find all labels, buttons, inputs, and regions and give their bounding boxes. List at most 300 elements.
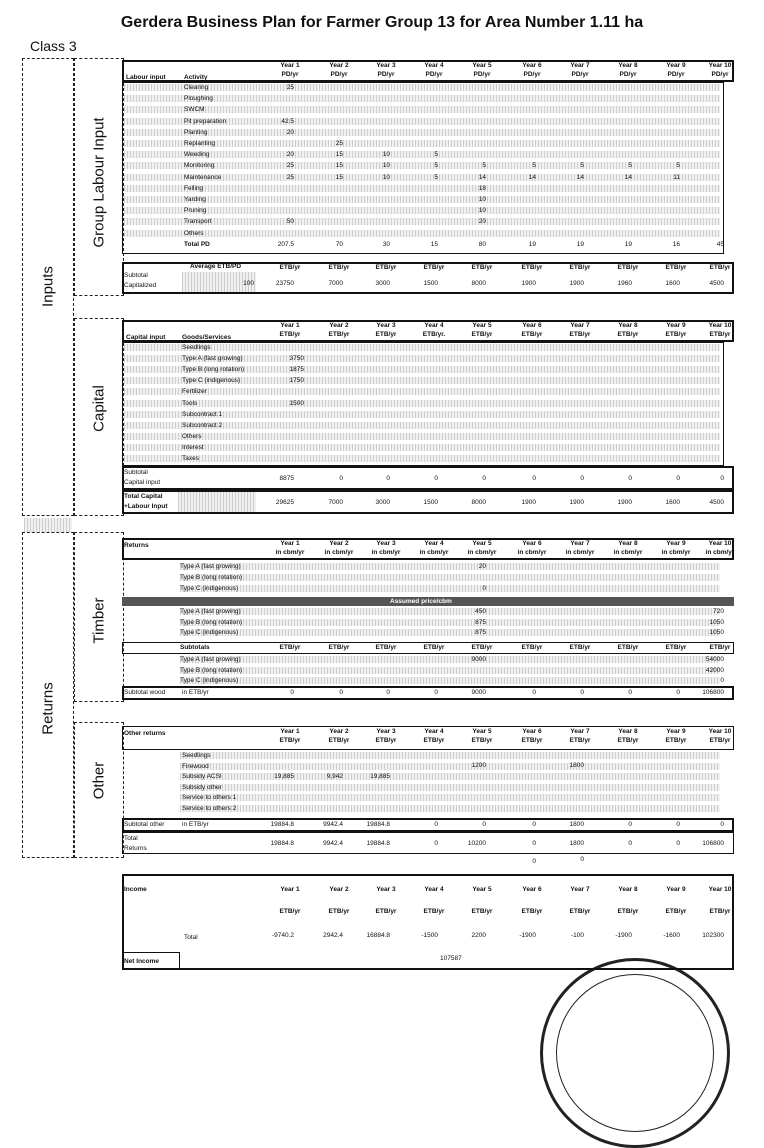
labour-val-9-4: 18	[478, 184, 486, 192]
labour-subtotal-label2: Capitalized	[124, 282, 157, 289]
other-year-9: Year 9	[666, 728, 686, 735]
other-subtotal-label: Subtotal other	[124, 821, 165, 828]
labour-subtotal-8: 1600	[665, 280, 680, 287]
labour-subtotal-label: Subtotal	[124, 272, 148, 279]
timber-unit-5: in cbm/yr	[467, 549, 497, 556]
labour-val-7-5: 5	[532, 162, 536, 170]
timber-label: Timber	[90, 597, 108, 644]
labour-row-shade-10	[124, 196, 720, 203]
timber-year-8: Year 8	[618, 540, 638, 547]
other-total-7: 0	[628, 840, 632, 847]
labour-val-14-4: 80	[478, 240, 486, 248]
labour-val-3-0: 42.5	[281, 117, 294, 125]
labour-activity-7: Monitoring	[184, 162, 215, 170]
capital-col-goods: Goods/Services	[182, 334, 232, 341]
timber-wood-8: 0	[676, 689, 680, 696]
timber-wood-7: 0	[628, 689, 632, 696]
income-year-5: Year 6	[522, 886, 542, 893]
labour-unit-4: PD/yr	[425, 71, 443, 78]
other-subtotal-8: 0	[676, 821, 680, 828]
other-subtotal-2: 19884.8	[366, 821, 390, 828]
other-unit-7: ETB/yr	[569, 737, 591, 744]
other-year-8: Year 8	[618, 728, 638, 735]
other-label: Other	[90, 761, 108, 800]
timber-wood-0: 0	[290, 689, 294, 696]
capital-unit-4: ETB/yr.	[422, 331, 446, 338]
income-total-9: 102300	[702, 932, 724, 939]
labour-etb-unit-3: ETB/yr	[423, 264, 445, 271]
other-unit-4: ETB/yr	[423, 737, 445, 744]
labour-unit-2: PD/yr	[330, 71, 348, 78]
timber-sub-y5-0: 9000	[471, 656, 486, 663]
labour-activity-9: Felling	[184, 184, 204, 192]
timber-year-4: Year 4	[424, 540, 444, 547]
other-item-3: Subsidy other	[182, 783, 222, 791]
income-total-3: -1500	[421, 932, 438, 939]
timber-wood-unit: in ETB/yr	[182, 689, 209, 696]
labour-val-8-5: 14	[528, 173, 536, 181]
capital-total-9: 4500	[709, 499, 724, 506]
other-unit-2: ETB/yr	[328, 737, 350, 744]
labour-val-8-3: 5	[434, 173, 438, 181]
timber-sub-unit-8: ETB/yr	[665, 644, 687, 651]
labour-etb-unit-4: ETB/yr	[471, 264, 493, 271]
other-total-label: Total	[124, 835, 138, 842]
timber-year-7: Year 7	[570, 540, 590, 547]
labour-activity-10: Yarding	[184, 196, 206, 203]
capital-item-1: Type A (fast growing)	[182, 355, 243, 363]
labour-subtotal-0: 23750	[275, 280, 294, 287]
income-net-value: 107587	[440, 955, 462, 962]
other-year-1: Year 1	[280, 728, 300, 735]
capital-item-2: Type B (long rotation)	[182, 366, 245, 374]
timber-type-0: Type A (fast growing)	[180, 563, 241, 570]
labour-val-14-5: 19	[528, 240, 536, 248]
capital-unit-7: ETB/yr	[569, 331, 591, 338]
labour-activity-8: Maintenance	[184, 173, 222, 181]
timber-sub-y10-0: 54000	[705, 656, 724, 663]
timber-sub-unit-4: ETB/yr	[471, 644, 493, 651]
labour-activity-2: SWCM	[184, 106, 205, 114]
capital-year-5: Year 5	[472, 322, 492, 329]
capital-subtotal-label2: Capital input	[124, 479, 161, 486]
capital-subtotal-2: 0	[386, 475, 390, 482]
income-year-4: Year 5	[472, 886, 492, 893]
labour-activity-4: Planting	[184, 128, 208, 136]
capital-col-label: Capital input	[126, 334, 166, 341]
labour-avg-label: Average ETB/PD	[190, 263, 242, 270]
other-acsi-1: 9,942	[326, 773, 343, 780]
other-row-shade-4	[180, 794, 720, 801]
capital-year-10: Year 10	[708, 322, 732, 329]
capital-subtotal-4: 0	[482, 475, 486, 482]
other-subtotal-4: 0	[482, 821, 486, 828]
timber-wood-1: 0	[339, 689, 343, 696]
timber-year-3: Year 3	[376, 540, 396, 547]
labour-activity-6: Weeding	[184, 151, 210, 159]
timber-type-2: Type C (indigenous)	[180, 585, 239, 592]
other-item-1: Firewood	[182, 762, 209, 770]
capital-subtotal-label: Subtotal	[124, 469, 148, 476]
labour-unit-10: PD/yr	[711, 71, 729, 78]
capital-item-5: Tools	[182, 399, 198, 407]
income-total-4: 2200	[471, 932, 486, 939]
other-total-3: 0	[434, 840, 438, 847]
other-year-4: Year 4	[424, 728, 444, 735]
page-title: Gerdera Business Plan for Farmer Group 13 for Area Number 1.11 ha	[120, 14, 644, 31]
other-unit-8: ETB/yr	[617, 737, 639, 744]
capital-total-6: 1900	[569, 499, 584, 506]
labour-val-14-2: 30	[382, 240, 390, 248]
labour-unit-1: PD/yr	[281, 71, 299, 78]
capital-total-4: 8000	[471, 499, 486, 506]
labour-activity-5: Replanting	[184, 140, 216, 147]
labour-val-14-6: 19	[576, 240, 584, 248]
capital-unit-2: ETB/yr	[328, 331, 350, 338]
timber-sub-type-2: Type C (indigenous)	[180, 677, 239, 684]
capital-unit-6: ETB/yr	[521, 331, 543, 338]
labour-activity-1: Ploughing	[184, 95, 213, 103]
timber-vol-0: 20	[478, 563, 486, 570]
timber-sub-unit-5: ETB/yr	[521, 644, 543, 651]
labour-val-7-7: 5	[628, 162, 632, 170]
other-year-3: Year 3	[376, 728, 396, 735]
labour-val-11-4: 10	[478, 207, 486, 215]
labour-val-0-0: 25	[286, 84, 294, 91]
capital-total-2: 3000	[375, 499, 390, 506]
labour-row-shade-2	[124, 106, 720, 113]
capital-total-8: 1600	[665, 499, 680, 506]
labour-val-14-8: 16	[672, 240, 680, 248]
labour-row-shade-9	[124, 185, 720, 192]
other-item-2: Subsidy ACSI	[182, 773, 222, 780]
other-year-6: Year 6	[522, 728, 542, 735]
labour-col-activity: Activity	[184, 74, 208, 81]
separator-shade	[24, 518, 72, 532]
labour-val-7-6: 5	[580, 162, 584, 170]
labour-val-14-9: 45	[716, 240, 724, 248]
other-extra-0: 0	[532, 858, 536, 865]
other-subtotal-1: 9942.4	[323, 821, 343, 828]
other-firewood-y7: 1800	[569, 762, 584, 769]
timber-price-type-1: Type B (long rotation)	[180, 618, 243, 626]
timber-sub-unit-9: ETB/yr	[709, 644, 731, 651]
labour-row-shade-0	[124, 84, 720, 91]
capital-unit-1: ETB/yr	[279, 331, 301, 338]
capital-total-shade	[178, 492, 256, 512]
capital-unit-3: ETB/yr	[375, 331, 397, 338]
capital-year-7: Year 7	[570, 322, 590, 329]
capital-unit-8: ETB/yr	[617, 331, 639, 338]
capital-item-9: Interest	[182, 443, 204, 451]
labour-activity-14: Total PD	[184, 240, 210, 248]
labour-val-14-1: 70	[335, 240, 343, 248]
labour-subtotal-5: 1900	[521, 280, 536, 287]
timber-wood-9: 106800	[702, 689, 724, 696]
other-total-label2: Returns	[124, 845, 147, 852]
income-unit-0: ETB/yr	[279, 908, 301, 915]
other-total-6: 1800	[569, 840, 584, 847]
income-year-6: Year 7	[570, 886, 590, 893]
labour-activity-11: Pruning	[184, 207, 207, 215]
capital-total-label2: +Labour Input	[124, 503, 168, 510]
labour-etb-unit-2: ETB/yr	[375, 264, 397, 271]
capital-item-0: Seedlings	[182, 344, 211, 351]
timber-subtotals-label: Subtotals	[180, 644, 210, 651]
labour-unit-8: PD/yr	[619, 71, 637, 78]
capital-item-4: Fertilizer	[182, 388, 207, 396]
income-year-2: Year 3	[376, 886, 396, 893]
capital-item-7: Subcontract 2	[182, 421, 223, 429]
other-total-5: 0	[532, 840, 536, 847]
inputs-label: Inputs	[39, 266, 57, 307]
timber-sub-unit-3: ETB/yr	[423, 644, 445, 651]
timber-vol-2: 0	[482, 585, 486, 592]
labour-val-8-2: 10	[382, 173, 390, 181]
labour-subtotal-9: 4500	[709, 280, 724, 287]
other-col-label: Other returns	[124, 730, 166, 737]
labour-year-9: Year 9	[666, 62, 686, 69]
labour-year-4: Year 4	[424, 62, 444, 69]
other-unit-9: ETB/yr	[665, 737, 687, 744]
timber-vol-shade-1	[180, 574, 720, 581]
capital-year-3: Year 3	[376, 322, 396, 329]
other-acsi-0: 19,885	[274, 773, 294, 780]
timber-unit-10: in cbm/yr	[705, 549, 735, 556]
capital-year-8: Year 8	[618, 322, 638, 329]
other-unit-1: ETB/yr	[279, 737, 301, 744]
other-total-0: 19884.8	[270, 840, 294, 847]
labour-year-3: Year 3	[376, 62, 396, 69]
capital-subtotal-5: 0	[532, 475, 536, 482]
other-subtotal-0: 19884.8	[270, 821, 294, 828]
labour-val-14-3: 15	[430, 240, 438, 248]
capital-unit-9: ETB/yr	[665, 331, 687, 338]
income-unit-9: ETB/yr	[709, 908, 731, 915]
labour-etb-unit-8: ETB/yr	[665, 264, 687, 271]
timber-sub-type-1: Type B (long rotation)	[180, 666, 243, 674]
capital-row-shade-10	[124, 455, 720, 462]
labour-val-6-3: 5	[434, 151, 438, 159]
other-row-shade-5	[180, 805, 720, 812]
labour-unit-5: PD/yr	[473, 71, 491, 78]
labour-year-2: Year 2	[329, 62, 349, 69]
capital-item-3: Type C (indigenous)	[182, 377, 241, 385]
timber-sub-y10-1: 42000	[705, 666, 724, 674]
capital-subtotal-0: 8875	[279, 475, 294, 482]
timber-sub-unit-2: ETB/yr	[375, 644, 397, 651]
other-total-1: 9942.4	[323, 840, 343, 847]
income-unit-5: ETB/yr	[521, 908, 543, 915]
labour-val-7-2: 10	[382, 162, 390, 170]
capital-subtotal-3: 0	[434, 475, 438, 482]
labour-unit-3: PD/yr	[377, 71, 395, 78]
other-item-5: Service to others 2	[182, 804, 237, 812]
capital-year-1: Year 1	[280, 322, 300, 329]
timber-sub-unit-6: ETB/yr	[569, 644, 591, 651]
labour-subtotal-4: 8000	[471, 280, 486, 287]
other-subtotal-unit: in ETB/yr	[182, 821, 209, 828]
timber-wood-2: 0	[386, 689, 390, 696]
labour-col-label: Labour input	[126, 74, 166, 81]
timber-type-1: Type B (long rotation)	[180, 574, 243, 581]
income-net-label: Net Income	[124, 958, 160, 965]
timber-wood-4: 9000	[471, 689, 486, 696]
timber-price-label: Assumed price/cbm	[390, 598, 452, 605]
other-subtotal-7: 0	[628, 821, 632, 828]
labour-unit-7: PD/yr	[571, 71, 589, 78]
other-year-10: Year 10	[708, 728, 732, 735]
income-year-0: Year 1	[280, 886, 300, 893]
timber-price-y10-2: 1050	[709, 629, 724, 636]
capital-value-2: 1875	[289, 366, 304, 374]
labour-avg-value: 100	[243, 280, 254, 287]
labour-row-shade-12	[124, 218, 720, 225]
labour-year-7: Year 7	[570, 62, 590, 69]
capital-item-6: Subcontract 1	[182, 410, 223, 418]
timber-year-6: Year 6	[522, 540, 542, 547]
timber-unit-2: in cbm/yr	[324, 549, 354, 556]
labour-val-4-0: 20	[286, 128, 294, 136]
labour-val-7-0: 25	[286, 162, 294, 170]
labour-activity-0: Clearing	[184, 84, 209, 91]
labour-row-shade-1	[124, 95, 720, 102]
capital-unit-10: ETB/yr	[709, 331, 731, 338]
labour-subtotal-7: 1960	[617, 280, 632, 287]
labour-year-6: Year 6	[522, 62, 542, 69]
income-unit-8: ETB/yr	[665, 908, 687, 915]
timber-sub-type-0: Type A (fast growing)	[180, 656, 241, 663]
labour-year-10: Year 10	[708, 62, 732, 69]
capital-row-shade-8	[124, 433, 720, 440]
labour-activity-3: Pit preparation	[184, 117, 227, 125]
other-total-4: 10200	[467, 840, 486, 847]
labour-row-shade-13	[124, 230, 720, 237]
income-unit-1: ETB/yr	[328, 908, 350, 915]
capital-subtotal-7: 0	[628, 475, 632, 482]
timber-price-y5-2: 875	[475, 629, 486, 636]
income-total-5: -1900	[519, 932, 536, 939]
labour-val-8-1: 15	[335, 173, 343, 181]
labour-val-7-4: 5	[482, 162, 486, 170]
labour-year-5: Year 5	[472, 62, 492, 69]
capital-year-6: Year 6	[522, 322, 542, 329]
income-unit-4: ETB/yr	[471, 908, 493, 915]
timber-year-10: Year 10	[708, 540, 732, 547]
other-extra-1: 0	[580, 856, 584, 863]
labour-etb-unit-7: ETB/yr	[617, 264, 639, 271]
capital-subtotal-6: 0	[580, 475, 584, 482]
class-label: Class 3	[30, 38, 77, 54]
other-item-0: Seedlings	[182, 752, 211, 759]
capital-row-shade-0	[124, 344, 720, 351]
other-year-7: Year 7	[570, 728, 590, 735]
timber-unit-6: in cbm/yr	[517, 549, 547, 556]
timber-unit-8: in cbm/yr	[613, 549, 643, 556]
labour-unit-6: PD/yr	[523, 71, 541, 78]
timber-wood-label: Subtotal wood	[124, 689, 166, 696]
other-subtotal-5: 0	[532, 821, 536, 828]
labour-etb-unit-9: ETB/yr	[709, 264, 731, 271]
timber-wood-6: 0	[580, 689, 584, 696]
income-total-6: -100	[570, 932, 584, 939]
labour-val-8-8: 11	[673, 173, 680, 181]
timber-sub-unit-7: ETB/yr	[617, 644, 639, 651]
timber-price-type-0: Type A (fast growing)	[180, 608, 241, 615]
income-total-label: Total	[184, 934, 198, 941]
labour-activity-12: Transport	[184, 218, 212, 226]
labour-val-8-6: 14	[576, 173, 584, 181]
other-unit-3: ETB/yr	[375, 737, 397, 744]
income-unit-2: ETB/yr	[375, 908, 397, 915]
timber-wood-3: 0	[434, 689, 438, 696]
income-total-1: 2942.4	[323, 932, 343, 939]
timber-year-2: Year 2	[329, 540, 349, 547]
timber-year-5: Year 5	[472, 540, 492, 547]
labour-row-shade-11	[124, 207, 720, 214]
capital-subtotal-8: 0	[676, 475, 680, 482]
capital-row-shade-5	[124, 400, 720, 407]
income-year-7: Year 8	[618, 886, 638, 893]
income-unit-7: ETB/yr	[617, 908, 639, 915]
labour-subtotal-3: 1500	[423, 280, 438, 287]
capital-total-7: 1900	[617, 499, 632, 506]
labour-val-10-4: 10	[478, 196, 486, 203]
capital-subtotal-9: 0	[720, 475, 724, 482]
capital-item-10: Taxes	[182, 455, 199, 462]
income-unit-3: ETB/yr	[423, 908, 445, 915]
labour-etb-unit-6: ETB/yr	[569, 264, 591, 271]
other-subtotal-9: 0	[720, 821, 724, 828]
other-total-9: 106800	[702, 840, 724, 847]
other-subtotal-3: 0	[434, 821, 438, 828]
timber-sub-shade-1	[180, 667, 720, 674]
income-year-3: Year 4	[424, 886, 444, 893]
labour-subtotal-2: 3000	[375, 280, 390, 287]
income-unit-6: ETB/yr	[569, 908, 591, 915]
labour-activity-13: Others	[184, 229, 204, 237]
other-row-shade-0	[180, 752, 720, 759]
labour-etb-unit-1: ETB/yr	[328, 264, 350, 271]
capital-total-label: Total Capital	[124, 493, 163, 500]
other-row-shade-3	[180, 784, 720, 791]
capital-subtotal-1: 0	[339, 475, 343, 482]
timber-sub-unit-1: ETB/yr	[328, 644, 350, 651]
income-total-7: -1900	[615, 932, 632, 939]
labour-val-6-1: 15	[335, 151, 343, 159]
timber-year-1: Year 1	[280, 540, 300, 547]
timber-unit-1: in cbm/yr	[275, 549, 305, 556]
income-year-9: Year 10	[708, 886, 732, 893]
timber-col-label: Returns	[124, 542, 149, 549]
labour-year-1: Year 1	[280, 62, 300, 69]
timber-year-9: Year 9	[666, 540, 686, 547]
timber-sub-unit-0: ETB/yr	[279, 644, 301, 651]
other-item-4: Service to others 1	[182, 794, 237, 801]
other-unit-10: ETB/yr	[709, 737, 731, 744]
capital-value-1: 3750	[289, 355, 304, 363]
income-total-0: -9740.2	[271, 932, 294, 939]
capital-label: Capital	[90, 385, 108, 432]
labour-subtotal-1: 7000	[328, 280, 343, 287]
income-year-1: Year 2	[329, 886, 349, 893]
other-year-2: Year 2	[329, 728, 349, 735]
timber-price-type-2: Type C (indigenous)	[180, 629, 239, 636]
timber-unit-3: in cbm/yr	[371, 549, 401, 556]
capital-total-0: 29625	[275, 499, 294, 506]
labour-val-6-2: 10	[382, 151, 390, 159]
other-firewood-y5: 1200	[471, 762, 486, 769]
